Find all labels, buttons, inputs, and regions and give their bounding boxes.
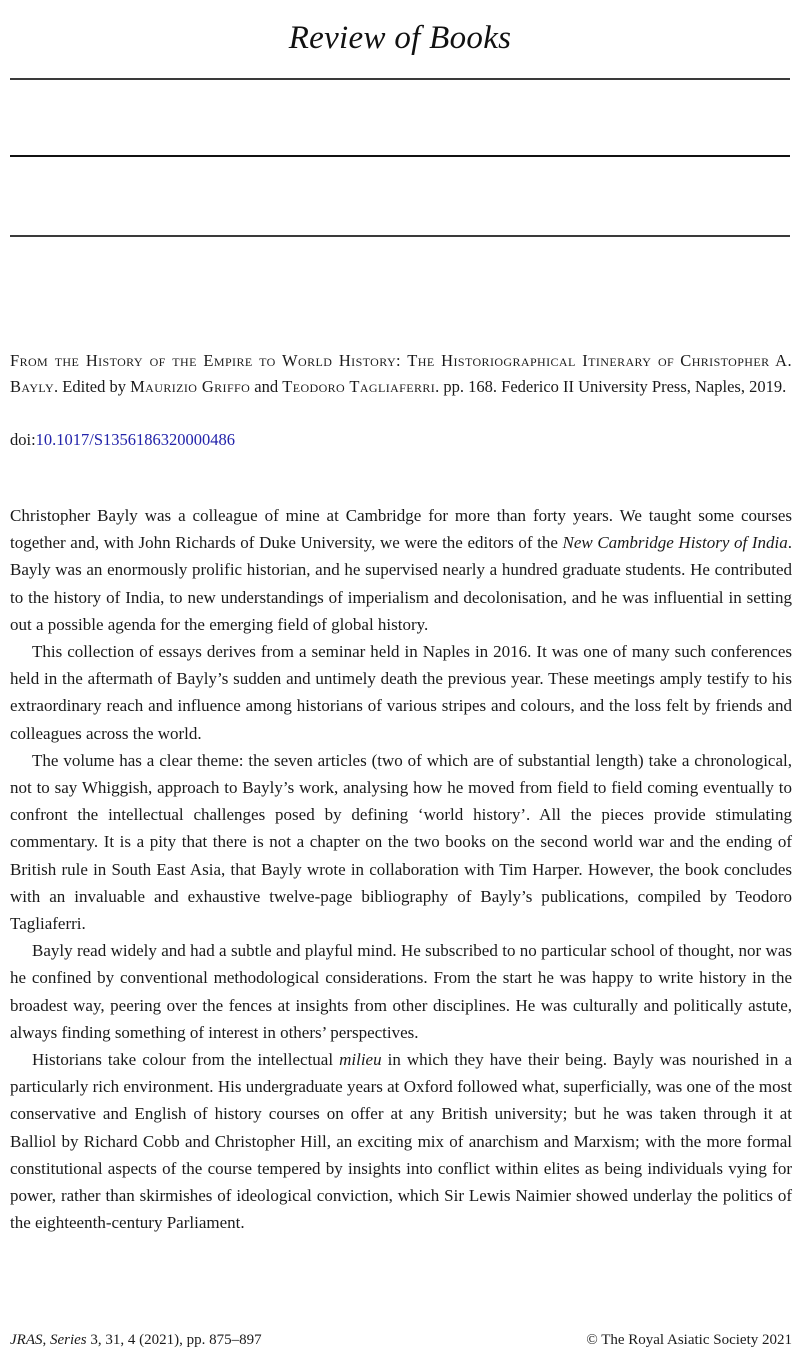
page-title: Review of Books bbox=[288, 20, 512, 56]
paragraph: This collection of essays derives from a seminar held in Naples in 2016. It was one of many such conferences held in the aftermath of Bayly’s sudden and untimely death the previous year. These meetings amply testify to his extraordinary reach and influence among historians of various stripes and colours, and the loss felt by friends and colleagues across the world. bbox=[10, 642, 792, 743]
citation-title: From the History of the Empire to World History: The Historiographical Itinerary of bbox=[10, 351, 675, 370]
footer-issue-details: 3, 31, 4 (2021), pp. 875–897 bbox=[86, 1332, 262, 1348]
citation-publication-details: . pp. 168. Federico II University Press, Naples, 2019. bbox=[435, 377, 787, 396]
footer-journal-abbrev: JRAS bbox=[10, 1332, 43, 1348]
citation-editor-conjunction: and bbox=[250, 377, 283, 396]
rule-middle bbox=[10, 155, 790, 157]
rule-bottom bbox=[10, 235, 790, 237]
paragraph: The volume has a clear theme: the seven articles (two of which are of substantial length) take a chronological, not to say Whiggish, approach to Bayly’s work, analysing how he moved from field to field coming eventually to confront the intellectual challenges posed by defining ‘world history’. All the pieces provide stimulating commentary. It is a pity that there is not a chapter on the two books on the second world war and the ending of British rule in South East Asia, that Bayly wrote in collaboration with Tim Harper. However, the book concludes with an invaluable and exhaustive twelve-page bibliography of Bayly’s publications, compiled by Teodoro Tagliaferri. bbox=[10, 750, 792, 934]
doi-label: doi: bbox=[10, 430, 36, 449]
citation-editor-1: Maurizio Griffo bbox=[130, 377, 251, 396]
paragraph: Christopher Bayly was a colleague of mine at Cambridge for more than forty years. We taught some courses together and, with John Richards of Duke University, we were the editors of the New Cambridge History of India. Bayly was an enormously prolific historian, and he supervised nearly a hundred graduate students. He contributed to the history of India, to new understandings of imperialism and decolonisation, and he was influential in setting out a possible agenda for the emerging field of global history. bbox=[10, 506, 792, 634]
footer-series-label: Series bbox=[49, 1332, 87, 1348]
doi-link[interactable]: 10.1017/S1356186320000486 bbox=[35, 430, 236, 449]
page-footer bbox=[10, 1330, 792, 1350]
paragraph: Historians take colour from the intellectual milieu in which they have their being. Bayly was nourished in a particularly rich environment. His undergraduate years at Oxford followed what, superficially, was one of the most conservative and English of history courses on offer at any British university; but he was taken through it at Balliol by Richard Cobb and Christopher Hill, an exciting mix of anarchism and Marxism; with the more formal constitutional aspects of the course tempered by insights into conflict within elites as being individuals vying for power, rather than skirmishes of ideological conviction, which Sir Lewis Naimier showed underlay the politics of the eighteenth-century Parliament. bbox=[10, 1050, 792, 1233]
foreign-term-milieu: milieu bbox=[339, 1050, 382, 1070]
paragraph: Bayly read widely and had a subtle and playful mind. He subscribed to no particular school of thought, nor was he confined by conventional methodological considerations. From the start he was happy to write history in the broadest way, peering over the fences at insights from other disciplines. He was culturally and politically astute, always finding something of interest in others’ perspectives. bbox=[10, 941, 792, 1042]
doi-line bbox=[10, 427, 235, 453]
rule-top bbox=[10, 78, 790, 80]
citation-author: Christopher A. Bayly bbox=[10, 351, 793, 396]
citation-edited-by: . Edited by bbox=[54, 377, 131, 396]
book-citation bbox=[10, 348, 792, 400]
citation-editor-2: Teodoro Tagliaferri bbox=[282, 377, 436, 396]
footer-copyright: © The Royal Asiatic Society 2021 bbox=[586, 1332, 792, 1348]
book-title-new-cambridge-history-of-india: New Cambridge History of India bbox=[562, 533, 788, 553]
footer-citation: JRAS, Series 3, 31, 4 (2021), pp. 875–897 bbox=[10, 1332, 262, 1348]
article-body bbox=[10, 502, 792, 1236]
